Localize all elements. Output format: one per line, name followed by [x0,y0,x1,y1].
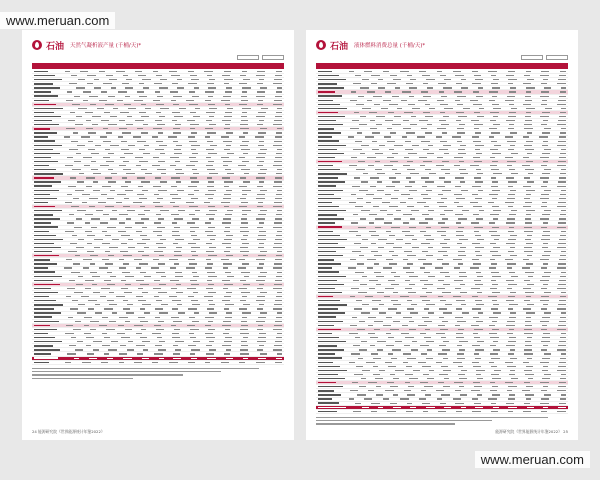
footnotes [316,417,568,425]
right-page [306,30,578,440]
unit-box [237,55,259,60]
unit-box [521,55,543,60]
left-page [22,30,294,440]
page-header [316,38,568,52]
column-header [316,63,568,69]
footer-left: 24 能源研究院《世界能源统计年鉴2022》 [32,429,105,434]
section-title: 石油 [46,41,65,52]
page-header [32,38,284,52]
watermark-top: www.meruan.com [0,12,115,29]
unit-row [32,55,284,61]
unit-box [546,55,568,60]
watermark-bottom: www.meruan.com [475,451,590,468]
table-title: 天然气凝析液产量 (千桶/天)* [70,43,142,49]
unit-box [262,55,284,60]
section-title: 石油 [330,41,349,52]
table-title: 液体燃料消费总量 (千桶/天)* [354,43,426,49]
table-row [32,361,284,365]
column-header [32,63,284,69]
oil-drop-icon [316,40,326,50]
footer-right: 能源研究院《世界能源统计年鉴2022》 25 [495,429,568,434]
table-row [316,410,568,414]
table-body [32,70,284,365]
oil-drop-icon [32,40,42,50]
unit-row [316,55,568,61]
page-footer [316,429,568,435]
table-body [316,70,568,414]
page-footer [32,429,284,435]
footnotes [32,368,284,379]
